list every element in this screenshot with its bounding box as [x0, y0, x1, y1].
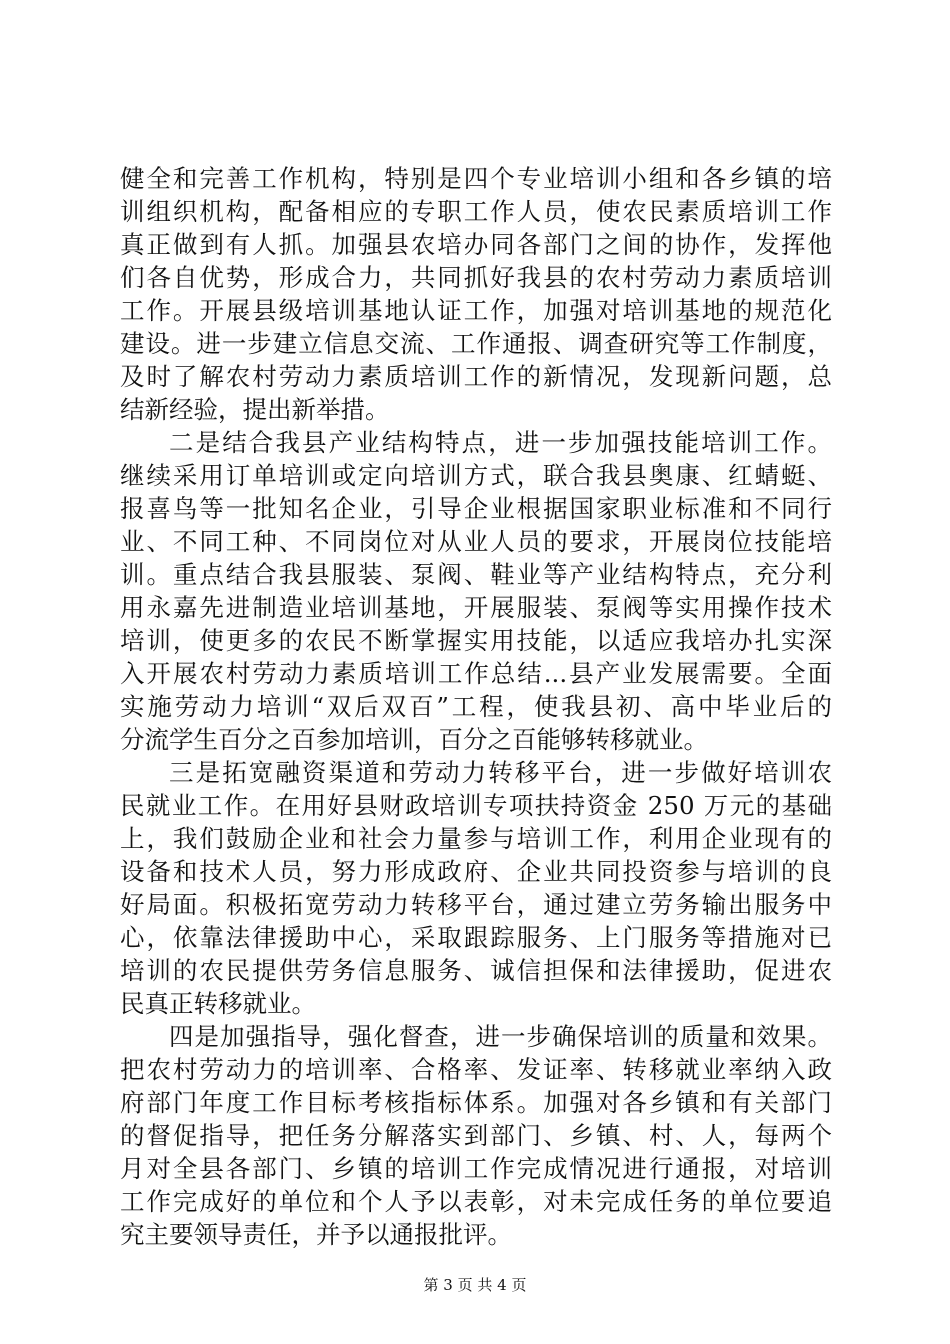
text-line: 入开展农村劳动力素质培训工作总结...县产业发展需要。全面	[120, 659, 832, 688]
text-line: 真正做到有人抓。加强县农培办同各部门之间的协作，发挥他	[120, 230, 832, 259]
text-line: 民就业工作。在用好县财政培训专项扶持资金 250 万元的基础	[120, 791, 832, 820]
text-line: 把农村劳动力的培训率、合格率、发证率、转移就业率纳入政	[120, 1055, 832, 1084]
text-line: 府部门年度工作目标考核指标体系。加强对各乡镇和有关部门	[120, 1088, 832, 1117]
text-line: 训。重点结合我县服装、泵阀、鞋业等产业结构特点，充分利	[120, 560, 832, 589]
text-line: 继续采用订单培训或定向培训方式，联合我县奥康、红蜻蜓、	[120, 461, 832, 490]
document-body	[120, 162, 832, 1251]
text-line: 好局面。积极拓宽劳动力转移平台，通过建立劳务输出服务中	[120, 890, 832, 919]
text-line: 二是结合我县产业结构特点，进一步加强技能培训工作。	[169, 428, 832, 457]
text-line: 工作完成好的单位和个人予以表彰，对未完成任务的单位要追	[120, 1187, 832, 1216]
text-line: 培训的农民提供劳务信息服务、诚信担保和法律援助，促进农	[120, 956, 832, 985]
text-line: 建设。进一步建立信息交流、工作通报、调查研究等工作制度，	[120, 329, 832, 358]
text-line: 月对全县各部门、乡镇的培训工作完成情况进行通报，对培训	[120, 1154, 832, 1183]
text-line: 实施劳动力培训“双后双百”工程，使我县初、高中毕业后的	[120, 692, 832, 721]
text-line: 上，我们鼓励企业和社会力量参与培训工作，利用企业现有的	[120, 824, 832, 853]
text-line: 结新经验，提出新举措。	[120, 395, 390, 424]
text-line: 们各自优势，形成合力，共同抓好我县的农村劳动力素质培训	[120, 263, 832, 292]
text-line: 及时了解农村劳动力素质培训工作的新情况，发现新问题，总	[120, 362, 832, 391]
text-line: 的督促指导，把任务分解落实到部门、乡镇、村、人，每两个	[120, 1121, 832, 1150]
text-line: 健全和完善工作机构，特别是四个专业培训小组和各乡镇的培	[120, 164, 832, 193]
text-line: 民真正转移就业。	[120, 989, 316, 1018]
text-line: 心，依靠法律援助中心，采取跟踪服务、上门服务等措施对已	[120, 923, 832, 952]
text-line: 三是拓宽融资渠道和劳动力转移平台，进一步做好培训农	[169, 758, 832, 787]
text-line: 业、不同工种、不同岗位对从业人员的要求，开展岗位技能培	[120, 527, 832, 556]
text-line: 工作。开展县级培训基地认证工作，加强对培训基地的规范化	[120, 296, 832, 325]
text-line: 培训，使更多的农民不断掌握实用技能，以适应我培办扎实深	[120, 626, 832, 655]
text-line: 分流学生百分之百参加培训，百分之百能够转移就业。	[120, 725, 708, 754]
page-footer: 第 3 页 共 4 页	[423, 1276, 527, 1294]
text-line: 报喜鸟等一批知名企业，引导企业根据国家职业标准和不同行	[120, 494, 832, 523]
text-line: 究主要领导责任，并予以通报批评。	[120, 1220, 512, 1249]
text-line: 训组织机构，配备相应的专职工作人员，使农民素质培训工作	[120, 197, 832, 226]
text-line: 设备和技术人员，努力形成政府、企业共同投资参与培训的良	[120, 857, 832, 886]
text-line: 四是加强指导，强化督查，进一步确保培训的质量和效果。	[169, 1022, 832, 1051]
text-line: 用永嘉先进制造业培训基地，开展服装、泵阀等实用操作技术	[120, 593, 832, 622]
